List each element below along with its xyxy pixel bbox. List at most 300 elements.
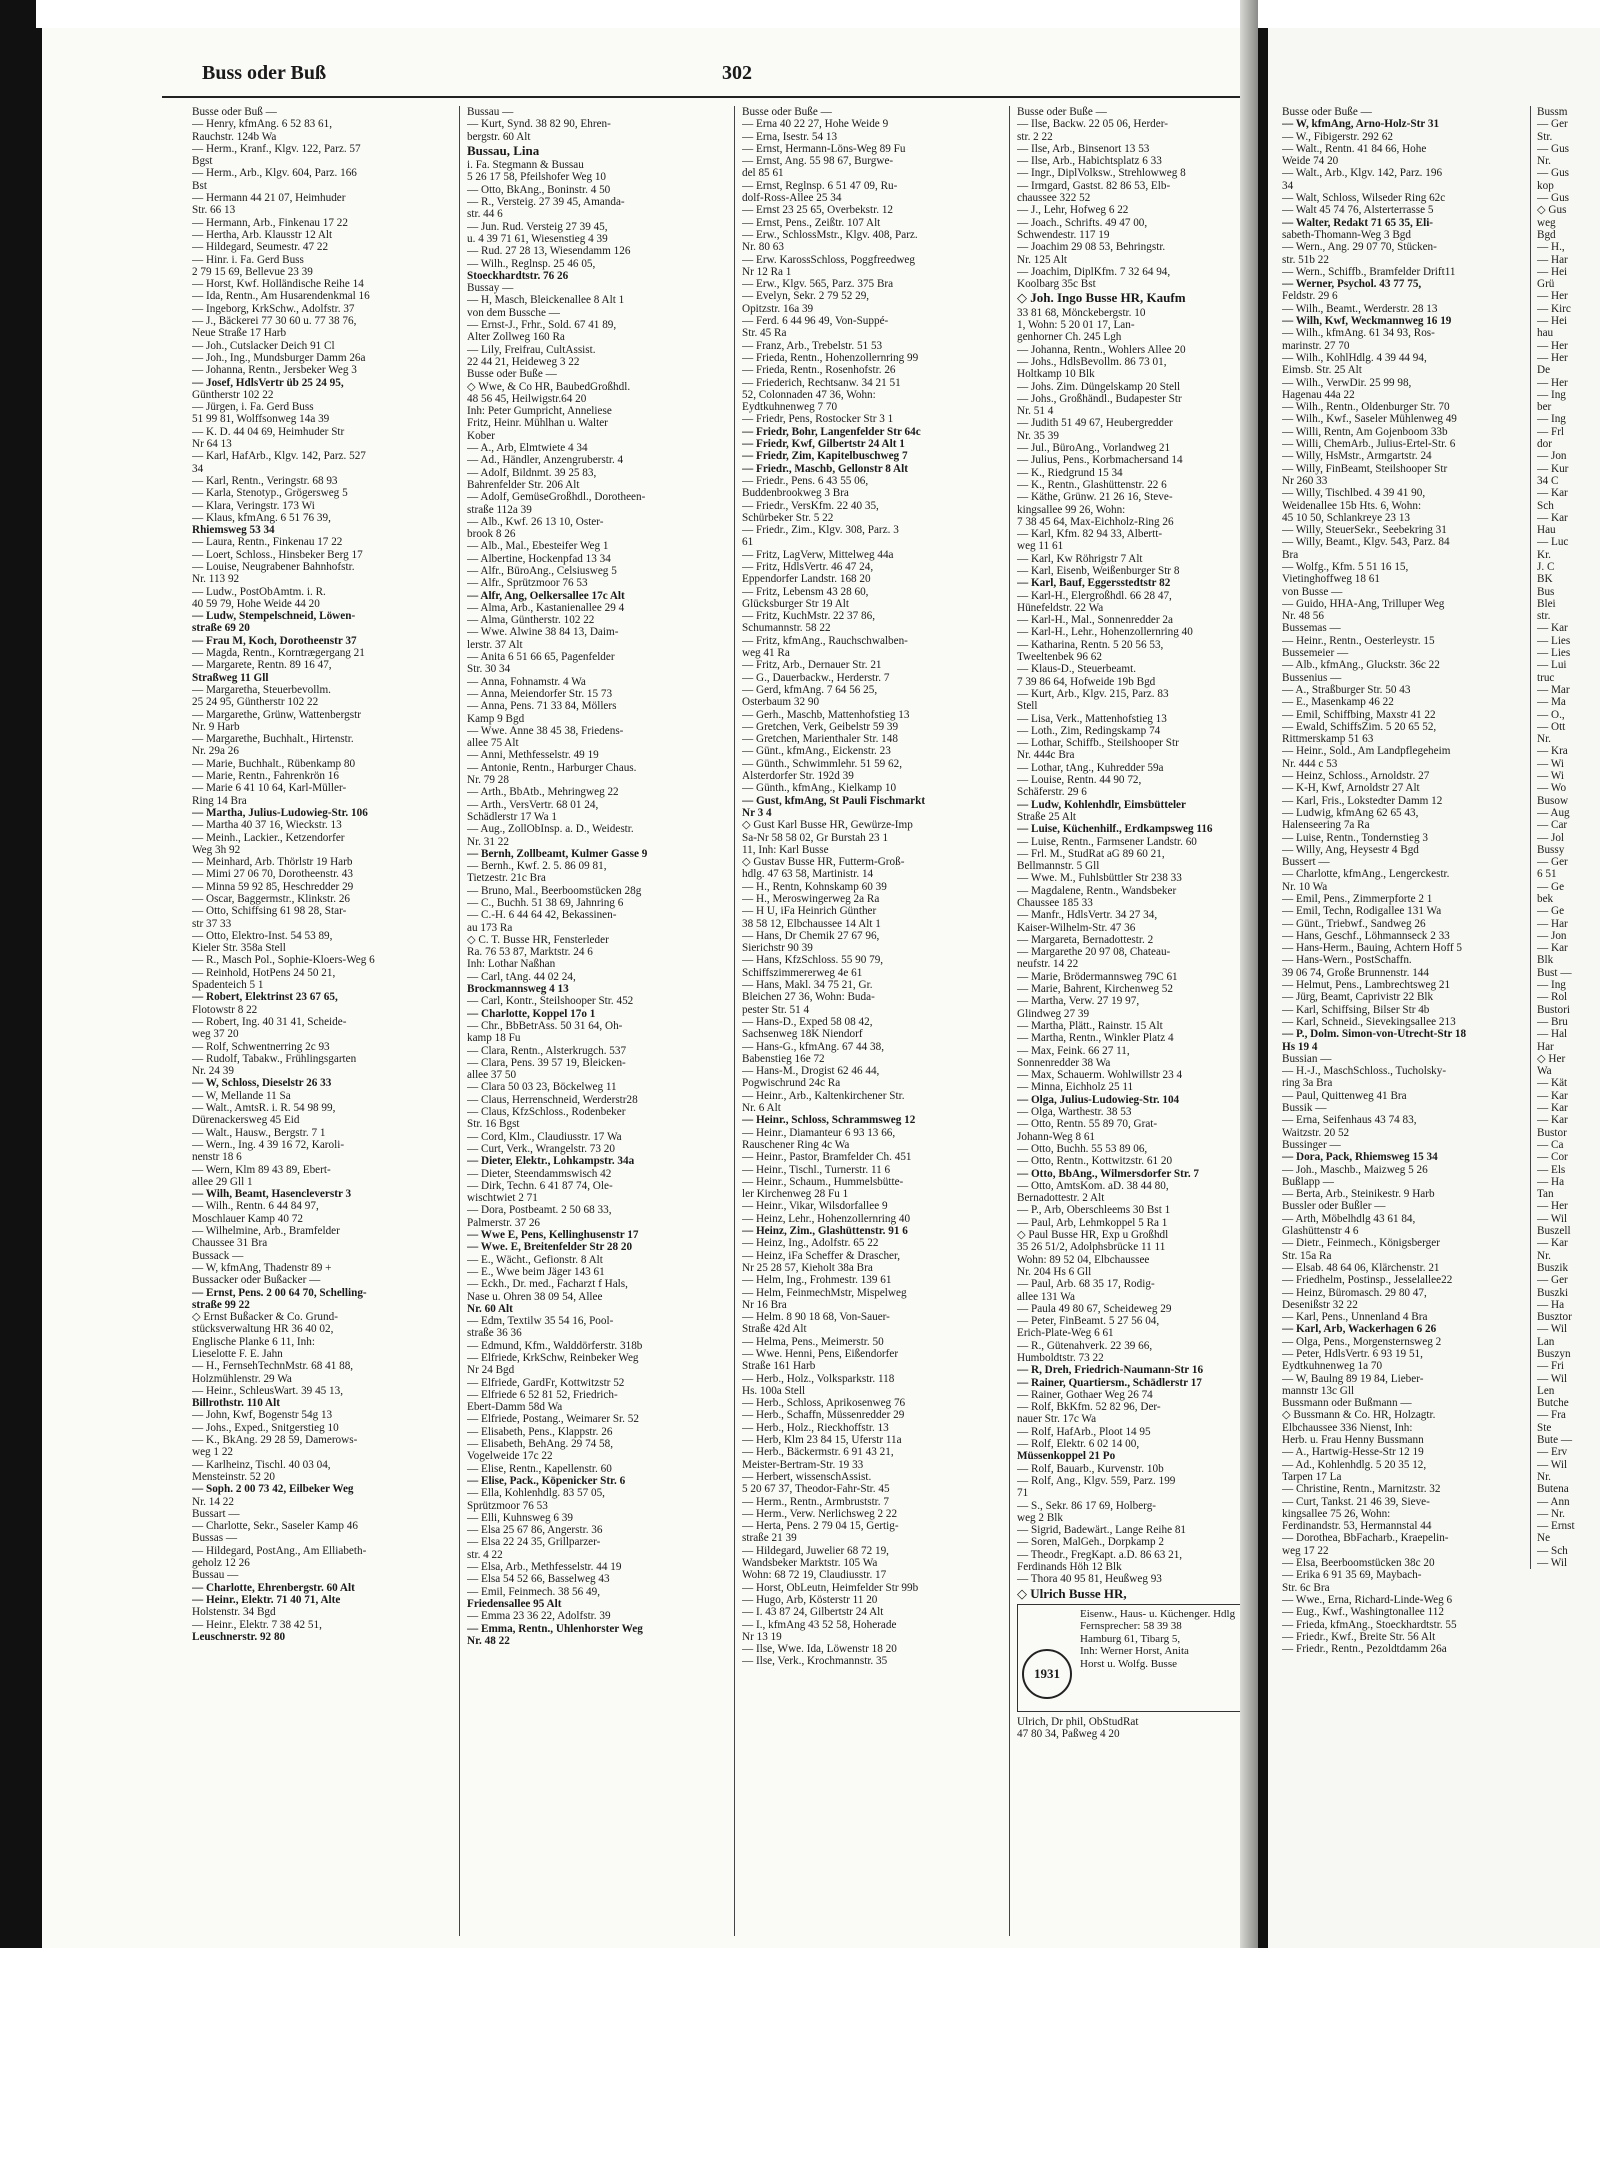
- directory-entry: Rittmerskamp 51 63: [1282, 733, 1374, 746]
- directory-entry: — Elsab. 48 64 06, Klärchenstr. 21: [1282, 1261, 1440, 1274]
- directory-entry: — Frau M, Koch, Dorotheenstr 37: [192, 634, 357, 647]
- directory-entry: — Joh., Cutslacker Deich 91 Cl: [192, 339, 335, 352]
- directory-entry: — Bruno, Mal., Beerboomstücken 28g: [467, 884, 642, 897]
- directory-entry: — Ella, Kohlenhdlg. 83 57 05,: [467, 1487, 605, 1500]
- directory-entry: Bleichen 27 36, Wohn: Buda-: [742, 991, 875, 1004]
- directory-entry: — K., Rentn., Glashüttenstr. 22 6: [1017, 478, 1167, 491]
- directory-entry: — Johs., Exped., Snitgerstieg 10: [192, 1421, 339, 1434]
- directory-entry: Busztor: [1537, 1311, 1572, 1324]
- directory-entry: — Kar: [1537, 487, 1568, 500]
- directory-entry: — Herb., Bäckermstr. 6 91 43 21,: [742, 1446, 894, 1459]
- directory-entry: ring 3a Bra: [1282, 1077, 1333, 1090]
- directory-entry: — Friedr, Zim, Kapitelbuschweg 7: [742, 450, 908, 463]
- directory-entry: — Otto, AmtsKom. aD. 38 44 80,: [1017, 1179, 1169, 1192]
- directory-entry: — Ludw, Kohlenhdlr, Eimsbütteler: [1017, 798, 1186, 811]
- directory-entry: ◇ Paul Busse HR, Exp u Großhdl: [1017, 1229, 1169, 1242]
- directory-entry: — Johanna, Rentn., Jersbeker Weg 3: [192, 364, 357, 377]
- directory-entry: ◇ Gus: [1537, 204, 1567, 217]
- directory-entry: — Kät: [1537, 1077, 1568, 1090]
- directory-entry: — Fritz, kfmAng., Rauchschwalben-: [742, 634, 908, 647]
- directory-entry: geholz 12 26: [192, 1557, 250, 1570]
- directory-entry: — Hugo, Arb, Kösterstr 11 20: [742, 1593, 878, 1606]
- directory-entry: — Minna, Eichholz 25 11: [1017, 1081, 1134, 1094]
- directory-entry: — Ma: [1537, 696, 1566, 709]
- directory-entry: — Karlheinz, Tischl. 40 03 04,: [192, 1458, 331, 1471]
- directory-heading: Bussau, Lina: [467, 144, 540, 158]
- directory-entry: — Klaus-D., Steuerbeamt.: [1017, 663, 1136, 676]
- directory-entry: — Johs., Großhändl., Budapester Str: [1017, 392, 1182, 405]
- directory-entry: — Ilse, Backw. 22 05 06, Herder-: [1017, 118, 1168, 131]
- directory-entry: — Heinz, Lehr., Hohenzollernring 40: [742, 1212, 911, 1225]
- directory-entry: — Cord, Klm., Claudiusstr. 17 Wa: [467, 1130, 622, 1143]
- directory-entry: — Karl, Schneid., Sievekingsallee 213: [1282, 1015, 1456, 1028]
- directory-entry: allee 75 Alt: [467, 737, 519, 750]
- directory-entry: — Rainer, Quartiersm., Schädlerstr 17: [1017, 1376, 1202, 1389]
- directory-entry: — R., Versteig. 27 39 45, Amanda-: [467, 196, 625, 209]
- directory-entry: Nr 25 28 57, Kieholt 38a Bra: [742, 1261, 873, 1274]
- directory-entry: — Meinh., Lackier., Ketzendorfer: [192, 831, 345, 844]
- directory-entry: Nr. 444 c 53: [1282, 757, 1338, 770]
- directory-entry: — Soren, MalGeh., Dorpkamp 2: [1017, 1536, 1164, 1549]
- directory-entry: — Wil: [1537, 1458, 1568, 1471]
- directory-entry: — Joach., Schrifts. 49 47 00,: [1017, 216, 1148, 229]
- directory-entry: — Helm, FeinmechMstr, Mispelweg: [742, 1286, 907, 1299]
- directory-entry: — Karl, Bauf, Eggersstedtstr 82: [1017, 577, 1171, 590]
- directory-entry: — Ilse, Arb., Binsenort 13 53: [1017, 142, 1150, 155]
- directory-entry: straße 36 36: [467, 1327, 522, 1340]
- directory-entry: — Willy, Ang, Heysestr 4 Bgd: [1282, 843, 1419, 856]
- directory-entry: Schiffszimmererweg 4e 61: [742, 966, 863, 979]
- directory-entry: — Otto, Buchh. 55 53 89 06,: [1017, 1142, 1148, 1155]
- directory-entry: — Adolf, Bildnmt. 39 25 83,: [467, 466, 597, 479]
- directory-entry: Neue Straße 17 Harb: [192, 327, 287, 340]
- directory-entry: Wohn: 68 72 19, Claudiusstr. 17: [742, 1569, 887, 1582]
- directory-entry: — Ernst-J., Frhr., Sold. 67 41 89,: [467, 319, 617, 332]
- directory-entry: — W, kfmAng, Arno-Holz-Str 31: [1282, 118, 1440, 131]
- directory-heading: ◇ Joh. Ingo Busse HR, Kaufm: [1017, 292, 1186, 305]
- directory-entry: — Karl, Kfm. 82 94 33, Albertt-: [1017, 528, 1163, 541]
- directory-entry: Straße 42d Alt: [742, 1323, 807, 1336]
- directory-entry: Ferdinandstr. 53, Hermannstal 44: [1282, 1520, 1432, 1533]
- directory-entry: — Carl, tAng. 44 02 24,: [467, 970, 576, 983]
- directory-entry: — Gretchen, Marienthaler Str. 148: [742, 733, 898, 746]
- directory-entry: — Ger: [1537, 118, 1568, 131]
- directory-entry: — Walt, Schloss, Wilseder Ring 62c: [1282, 192, 1446, 205]
- directory-entry: — Friedr., Kwf., Breite Str. 56 Alt: [1282, 1630, 1436, 1643]
- directory-entry: — Laura, Rentn., Finkenau 17 22: [192, 536, 343, 549]
- directory-entry: Glindweg 27 39: [1017, 1007, 1090, 1020]
- directory-entry: — Her: [1537, 1200, 1568, 1213]
- directory-entry: — Her: [1537, 351, 1568, 364]
- directory-entry: — Elli, Kuhnsweg 6 39: [467, 1511, 573, 1524]
- directory-entry: De: [1537, 364, 1551, 377]
- directory-entry: Nr. 6 Alt: [742, 1102, 781, 1115]
- directory-entry: — Alma, Arb., Kastanienallee 29 4: [467, 601, 625, 614]
- directory-entry: 22 44 21, Heideweg 3 22: [467, 355, 580, 368]
- directory-entry: — Wi: [1537, 757, 1565, 770]
- directory-entry: — Herta, Pens. 2 79 04 15, Gertig-: [742, 1520, 899, 1533]
- directory-entry: — Ge: [1537, 880, 1565, 893]
- directory-entry: Palmerstr. 37 26: [467, 1216, 541, 1229]
- directory-entry: — Her: [1537, 290, 1568, 303]
- directory-entry: — Margarethe 20 97 08, Chateau-: [1017, 946, 1171, 959]
- directory-entry: — Käthe, Grünw. 21 26 16, Steve-: [1017, 491, 1173, 504]
- directory-entry: — Ilse, Verk., Krochmannstr. 35: [742, 1655, 888, 1668]
- directory-entry: 33 81 68, Mönckebergstr. 10: [1017, 306, 1146, 319]
- directory-entry: — Karl, Rentn., Veringstr. 68 93: [192, 474, 338, 487]
- directory-entry: — Alfr, Ang, Oelkersallee 17c Alt: [467, 589, 625, 602]
- directory-entry: — Curt, Tankst. 21 46 39, Sieve-: [1282, 1495, 1430, 1508]
- directory-entry: — Dora, Postbeamt. 2 50 68 33,: [467, 1204, 612, 1217]
- directory-entry: 1, Wohn: 5 20 01 17, Lan-: [1017, 319, 1135, 332]
- directory-entry: J. C: [1537, 560, 1555, 573]
- directory-entry: — Karla, Stenotyp., Grögersweg 5: [192, 487, 348, 500]
- column-2: [467, 106, 733, 1936]
- directory-entry: 38 58 12, Elbchaussee 14 Alt 1: [742, 917, 881, 930]
- directory-entry: — C., Buchh. 51 38 69, Jahnring 6: [467, 897, 624, 909]
- directory-entry: — Martha, Rentn., Winkler Platz 4: [1017, 1032, 1174, 1045]
- directory-entry: Nr. 31 22: [467, 835, 509, 848]
- directory-entry: — Günth., kfmAng., Kielkamp 10: [742, 782, 897, 795]
- directory-entry: — Karl, Arb, Wackerhagen 6 26: [1282, 1323, 1437, 1336]
- directory-entry: str. 44 6: [467, 208, 503, 221]
- directory-entry: — Fra: [1537, 1409, 1566, 1422]
- directory-entry: weg 2 Blk: [1017, 1511, 1063, 1524]
- directory-entry: — Ernst, Ang. 55 98 67, Burgwe-: [742, 155, 894, 168]
- directory-entry: pester Str. 51 4: [742, 1003, 810, 1016]
- directory-entry: — Elsa 22 24 35, Grillparzer-: [467, 1536, 601, 1549]
- directory-entry: — Elisabeth, BehAng. 29 74 58,: [467, 1438, 614, 1451]
- directory-entry: Hs. 100a Stell: [742, 1384, 806, 1397]
- directory-entry: — Willi, ChemArb., Julius-Ertel-Str. 6: [1282, 438, 1456, 451]
- directory-entry: — Jun. Rud. Versteig 27 39 45,: [467, 220, 608, 233]
- directory-entry: — Franz, Arb., Trebelstr. 51 53: [742, 339, 883, 352]
- directory-entry: — Lothar, tAng., Kuhredder 59a: [1017, 761, 1164, 774]
- directory-entry: — Rainer, Gothaer Weg 26 74: [1017, 1388, 1153, 1401]
- directory-entry: Vietinghoffweg 18 61: [1282, 573, 1380, 586]
- directory-entry: dor: [1537, 438, 1552, 451]
- directory-entry: — Ingeborg, KrkSchw., Adolfstr. 37: [192, 302, 355, 315]
- page-number: 302: [722, 62, 752, 84]
- directory-entry: — Mimi 27 06 70, Dorotheenstr. 43: [192, 868, 353, 881]
- directory-entry: — Friedhelm, Postinsp., Jesselallee22: [1282, 1274, 1453, 1287]
- directory-entry: Nr. 24 39: [192, 1065, 234, 1078]
- directory-entry: — Jon: [1537, 929, 1567, 942]
- directory-entry: Elbchaussee 336 Nienst, Inh:: [1282, 1421, 1413, 1434]
- directory-entry: Spadenteich 5 1: [192, 979, 264, 992]
- directory-entry: Rauschener Ring 4c Wa: [742, 1138, 850, 1151]
- directory-entry: — P., Dolm. Simon-von-Utrecht-Str 18: [1282, 1028, 1467, 1041]
- directory-entry: — H., Rentn, Kohnskamp 60 39: [742, 880, 887, 893]
- directory-entry: — Albertine, Hockenpfad 13 34: [467, 552, 611, 565]
- directory-entry: — Kar: [1537, 942, 1568, 955]
- ad-line: Horst u. Wolfg. Busse: [1080, 1657, 1177, 1670]
- directory-entry: 34 C: [1537, 474, 1559, 487]
- directory-entry: nauer Str. 17c Wa: [1017, 1413, 1097, 1426]
- directory-entry: — Elise, Rentn., Kapellenstr. 60: [467, 1462, 612, 1475]
- directory-entry: Glashüttenstr 4 6: [1282, 1225, 1359, 1238]
- directory-entry: — Emil, Feinmech. 38 56 49,: [467, 1585, 600, 1598]
- directory-entry: Str. 66 13: [192, 204, 236, 217]
- directory-entry: mannstr 13c Gll: [1282, 1384, 1355, 1397]
- directory-entry: Nr.: [1537, 733, 1551, 746]
- directory-entry: — J., Lehr, Hofweg 6 22: [1017, 204, 1129, 217]
- directory-entry: Hagenau 44a 22: [1282, 388, 1355, 401]
- directory-entry: 35 26 51/2, Adolphsbrücke 11 11: [1017, 1241, 1166, 1254]
- directory-entry: Wohn: 89 52 04, Elbchaussee: [1017, 1253, 1150, 1266]
- directory-entry: — Elfriede, KrkSchw, Reinbeker Weg: [467, 1351, 639, 1364]
- directory-entry: Weidenallee 15b Hts. 6, Wohn:: [1282, 499, 1422, 512]
- directory-entry: — Heinz, iFa Scheffer & Drascher,: [742, 1249, 901, 1262]
- directory-entry: Ulrich, Dr phil, ObStudRat: [1017, 1715, 1139, 1728]
- directory-entry: — Hermann, Arb., Finkenau 17 22: [192, 216, 348, 229]
- directory-entry: — Frieda, Rentn., Hohenzollernring 99: [742, 351, 919, 364]
- directory-entry: — Fritz, KuchMstr. 22 37 86,: [742, 610, 876, 623]
- directory-entry: — Hans, Makl. 34 75 21, Gr.: [742, 979, 873, 992]
- directory-entry: — Ing: [1537, 388, 1566, 401]
- directory-entry: — Martha, Plätt., Rainstr. 15 Alt: [1017, 1019, 1163, 1032]
- directory-entry: — Heinr., Rentn., Oesterleystr. 15: [1282, 634, 1435, 647]
- directory-entry: Nr. 125 Alt: [1017, 253, 1068, 266]
- directory-entry: — Alb., Kwf. 26 13 10, Oster-: [467, 515, 604, 528]
- directory-entry: Bussian —: [1282, 1052, 1332, 1065]
- directory-entry: Stell: [1017, 700, 1038, 713]
- directory-entry: — Alfr., Sprützmoor 76 53: [467, 577, 588, 590]
- directory-entry: Lan: [1537, 1335, 1555, 1348]
- directory-entry: Bussau —: [467, 106, 514, 118]
- directory-entry: — Friedr, Pens, Rostocker Str 3 1: [742, 413, 894, 426]
- directory-entry: — Heinz, Büromasch. 29 80 47,: [1282, 1286, 1427, 1299]
- directory-entry: Nr. 48 56: [1282, 610, 1324, 623]
- directory-entry: Nr 3 4: [742, 806, 772, 819]
- directory-entry: — Günt., kfmAng., Eickenstr. 23: [742, 745, 891, 758]
- directory-entry: Müssenkoppel 21 Po: [1017, 1450, 1116, 1463]
- directory-entry: 40 59 79, Hohe Weide 44 20: [192, 597, 320, 610]
- directory-entry: — Erna 40 22 27, Hohe Weide 9: [742, 118, 889, 131]
- directory-entry: — Mar: [1537, 683, 1570, 696]
- directory-entry: Sa-Nr 58 58 02, Gr Burstah 23 1: [742, 831, 889, 844]
- directory-entry: — Kar: [1537, 1114, 1568, 1127]
- directory-entry: — Horst, Kwf. Holländische Reihe 14: [192, 278, 364, 291]
- directory-entry: — Hinr. i. Fa. Gerd Buss: [192, 253, 304, 266]
- directory-entry: — Elfriede, Postang., Weimarer Sr. 52: [467, 1413, 639, 1426]
- directory-entry: — Frl. M., StudRat aG 89 60 21,: [1017, 847, 1165, 860]
- directory-entry: truc: [1537, 671, 1555, 684]
- directory-entry: — K., BkAng. 29 28 59, Damerows-: [192, 1434, 358, 1447]
- directory-entry: — Herm., Rentn., Armbruststr. 7: [742, 1495, 889, 1508]
- directory-entry: Kieler Str. 358a Stell: [192, 942, 286, 955]
- directory-entry: — Christine, Rentn., Marnitzstr. 32: [1282, 1483, 1441, 1496]
- directory-entry: — Nr.: [1537, 1507, 1565, 1520]
- directory-entry: — Wilh., VerwDir. 25 99 98,: [1282, 376, 1412, 389]
- directory-entry: Tarpen 17 La: [1282, 1470, 1342, 1483]
- directory-entry: — Kur: [1537, 462, 1569, 475]
- directory-entry: — Elisabeth, Pens., Klappstr. 26: [467, 1425, 613, 1438]
- directory-entry: — Wolfg., Kfm. 5 51 16 15,: [1282, 560, 1409, 573]
- directory-entry: — Friedr., Rentn., Pezoldtdamm 26a: [1282, 1643, 1447, 1656]
- directory-entry: — Gerh., Maschb, Mattenhofstieg 13: [742, 708, 910, 721]
- directory-entry: Bussas —: [192, 1532, 238, 1545]
- directory-entry: — Joh., Maschb., Maizweg 5 26: [1282, 1163, 1428, 1176]
- directory-entry: — Rolf, Bauarb., Kurvenstr. 10b: [1017, 1462, 1164, 1475]
- directory-entry: — Reinhold, HotPens 24 50 21,: [192, 966, 336, 979]
- directory-entry: — Erika 6 91 35 69, Maybach-: [1282, 1569, 1422, 1582]
- directory-entry: — Helmut, Pens., Lambrechtsweg 21: [1282, 979, 1451, 992]
- directory-entry: Hs 19 4: [1282, 1040, 1318, 1053]
- directory-entry: Englische Planke 6 11, Inh:: [192, 1335, 315, 1348]
- directory-entry: — Gus: [1537, 167, 1570, 180]
- directory-entry: — Magda, Rentn., Korntrægergang 21: [192, 647, 365, 660]
- directory-entry: 7 39 86 64, Hofweide 19b Bgd: [1017, 675, 1156, 688]
- directory-entry: — Ger: [1537, 856, 1568, 869]
- directory-entry: — Emma, Rentn., Uhlenhorster Weg: [467, 1622, 643, 1635]
- directory-entry: — Wilh., Reglnsp. 25 46 05,: [467, 257, 596, 270]
- directory-entry: — Alb., kfmAng., Gluckstr. 36c 22: [1282, 659, 1440, 672]
- directory-entry: — Hans-G., kfmAng. 67 44 38,: [742, 1040, 885, 1053]
- directory-entry: — Charlotte, kfmAng., Lengerckestr.: [1282, 868, 1450, 881]
- directory-entry: — Rol: [1537, 991, 1568, 1004]
- directory-entry: Nr. 14 22: [192, 1495, 234, 1508]
- directory-entry: — Martha 40 37 16, Wieckstr. 13: [192, 819, 342, 832]
- directory-entry: — Katharina, Rentn. 5 20 56 53,: [1017, 638, 1164, 651]
- directory-entry: von Busse —: [1282, 585, 1343, 598]
- directory-entry: — Marie 6 41 10 64, Karl-Müller-: [192, 782, 347, 795]
- directory-entry: — A., Hartwig-Hesse-Str 12 19: [1282, 1446, 1424, 1459]
- directory-entry: Nr. 444c Bra: [1017, 749, 1075, 762]
- directory-entry: — Kar: [1537, 1102, 1568, 1115]
- directory-entry: — Ludwig, kfmAng 62 65 43,: [1282, 806, 1419, 819]
- directory-entry: — Emil, Schiffbing, Maxstr 41 22: [1282, 708, 1436, 721]
- directory-entry: — S., Sekr. 86 17 69, Holberg-: [1017, 1499, 1157, 1512]
- directory-entry: — Julius, Pens., Korbmachersand 14: [1017, 454, 1183, 467]
- directory-entry: Billrothstr. 110 Alt: [192, 1397, 280, 1410]
- directory-entry: — Max, Schauerm. Wohlwillstr 23 4: [1017, 1069, 1183, 1082]
- directory-entry: — Wilh, Kwf, Weckmannweg 16 19: [1282, 315, 1452, 328]
- directory-entry: Ste: [1537, 1421, 1552, 1434]
- directory-entry: — Jürg, Beamt, Caprivistr 22 Blk: [1282, 991, 1434, 1004]
- directory-entry: Nr.: [1537, 155, 1551, 168]
- directory-entry: ◇ C. T. Busse HR, Fensterleder: [467, 933, 609, 946]
- directory-entry: — J., Bäckerei 77 30 60 u. 77 38 76,: [192, 315, 357, 328]
- directory-entry: — Rolf, Schwentnerring 2c 93: [192, 1040, 330, 1053]
- directory-entry: 11, Inh: Karl Busse: [742, 843, 829, 856]
- directory-entry: — Hildegard, Juwelier 68 72 19,: [742, 1544, 889, 1557]
- directory-entry: — Heinr., Elektr. 7 38 42 51,: [192, 1618, 322, 1631]
- directory-entry: — Fritz, Arb., Dernauer Str. 21: [742, 659, 882, 672]
- directory-entry: — Erw., SchlossMstr., Klgv. 408, Parz.: [742, 228, 918, 241]
- directory-entry: — Otto, BbAng., Wilmersdorfer Str. 7: [1017, 1167, 1200, 1180]
- directory-entry: — Har: [1537, 253, 1568, 266]
- running-head: [162, 48, 1272, 98]
- directory-entry: Hünefeldstr. 22 Wa: [1017, 601, 1104, 614]
- directory-entry: str. 51b 22: [1282, 253, 1329, 266]
- directory-entry: Bussenius —: [1282, 671, 1342, 684]
- directory-entry: Butena: [1537, 1483, 1569, 1496]
- directory-entry: 7 38 45 64, Max-Eichholz-Ring 26: [1017, 515, 1174, 528]
- directory-entry: — Judith 51 49 67, Heubergredder: [1017, 417, 1173, 430]
- directory-entry: — Helm, Ing., Frohmestr. 139 61: [742, 1274, 892, 1287]
- directory-entry: Nr.: [1537, 1470, 1551, 1483]
- directory-entry: — Karl, HafArb., Klgv. 142, Parz. 527: [192, 450, 366, 463]
- directory-entry: — Arth., BbAtb., Mehringweg 22: [467, 786, 619, 799]
- directory-entry: — E., Wächt., Gefionstr. 8 Alt: [467, 1253, 603, 1266]
- directory-entry: u. 4 39 71 61, Wiesenstieg 4 39: [467, 232, 608, 245]
- directory-entry: — Lisa, Verk., Mattenhofstieg 13: [1017, 712, 1167, 725]
- directory-entry: — Luise, Rentn., Tondernstieg 3: [1282, 831, 1428, 844]
- directory-entry: Bussemeier —: [1282, 647, 1349, 660]
- directory-entry: brook 8 26: [467, 528, 516, 541]
- directory-entry: — Hermann 44 21 07, Heimhuder: [192, 192, 346, 205]
- directory-entry: — Heinr., Elektr. 71 40 71, Alte: [192, 1593, 341, 1606]
- directory-entry: Bussy: [1537, 843, 1565, 856]
- directory-entry: 25 24 95, Güntherstr 102 22: [192, 696, 319, 709]
- directory-entry: 47 80 34, Paßweg 4 20: [1017, 1728, 1120, 1741]
- directory-entry: — Friederich, Rechtsanw. 34 21 51: [742, 376, 901, 389]
- directory-entry: — Louise, Neugrabener Bahnhofstr.: [192, 560, 355, 573]
- directory-entry: — Kar: [1537, 1089, 1568, 1102]
- directory-entry: Mensteinstr. 52 20: [192, 1470, 275, 1483]
- directory-entry: Busse oder Buß —: [192, 106, 277, 118]
- directory-entry: — Wern., Schiffb., Bramfelder Drift11: [1282, 265, 1456, 278]
- directory-entry: Friedensallee 95 Alt: [467, 1597, 562, 1610]
- page-spine: [1240, 0, 1258, 1950]
- directory-entry: — Soph. 2 00 73 42, Eilbeker Weg: [192, 1483, 354, 1496]
- directory-entry: Butche: [1537, 1397, 1569, 1410]
- directory-entry: Meister-Bertram-Str. 19 33: [742, 1458, 864, 1471]
- directory-entry: — Rolf, BkKfm. 52 82 96, Der-: [1017, 1401, 1161, 1414]
- directory-entry: — Günt., Triebwf., Sandweg 26: [1282, 917, 1426, 930]
- directory-entry: — Loth., Zim, Redingskamp 74: [1017, 724, 1161, 737]
- directory-entry: — Hertha, Arb. Klausstr 12 Alt: [192, 228, 333, 241]
- directory-entry: — Edmund, Kfm., Walddörferstr. 318b: [467, 1339, 643, 1352]
- directory-entry: — Heinz, Ing., Adolfstr. 65 22: [742, 1237, 879, 1250]
- directory-entry: — Elfriede, GardFr, Kottwitzstr 52: [467, 1376, 625, 1389]
- directory-entry: — Lothar, Schiffb., Steilshooper Str: [1017, 737, 1179, 750]
- directory-entry: — Ingr., DiplVolksw., Strehlowweg 8: [1017, 167, 1186, 180]
- directory-entry: — R., Masch Pol., Sophie-Kloers-Weg 6: [192, 954, 375, 967]
- directory-entry: — W, kfmAng, Thadenstr 89 +: [192, 1261, 332, 1274]
- directory-entry: — Günth., Schwimmlehr. 51 59 62,: [742, 757, 903, 770]
- directory-entry: — Ewald, SchiffsZim. 5 20 65 52,: [1282, 720, 1437, 733]
- directory-entry: — Ha: [1537, 1175, 1565, 1188]
- directory-entry: lerstr. 37 Alt: [467, 638, 523, 651]
- directory-entry: hdlg. 47 63 58, Martinistr. 14: [742, 868, 874, 881]
- directory-entry: Nr. 35 39: [1017, 429, 1059, 442]
- directory-entry: — Meinhard, Arb. Thörlstr 19 Harb: [192, 856, 353, 869]
- directory-entry: — Heinz, Schloss., Arnoldstr. 27: [1282, 770, 1430, 783]
- directory-entry: — Ernst, Reglnsp. 6 51 47 09, Ru-: [742, 179, 898, 192]
- directory-entry: ◇ Wwe, & Co HR, BaubedGroßhdl.: [467, 380, 631, 393]
- directory-entry: — Paula 49 80 67, Scheideweg 29: [1017, 1302, 1172, 1315]
- directory-entry: — P., Arb, Oberschleems 30 Bst 1: [1017, 1204, 1171, 1217]
- directory-entry: — Hans-Herm., Bauing, Achtern Hoff 5: [1282, 942, 1462, 955]
- directory-entry: — Erna, Seifenhaus 43 74 83,: [1282, 1114, 1417, 1127]
- directory-entry: — Margarethe, Buchhalt., Hirtenstr.: [192, 733, 354, 746]
- directory-entry: — Helma, Pens., Meimerstr. 50: [742, 1335, 884, 1348]
- directory-entry: — Lies: [1537, 634, 1571, 647]
- directory-entry: — Ida, Rentn., Am Husarendenkmal 16: [192, 290, 370, 303]
- directory-entry: Bust —: [1537, 966, 1572, 979]
- directory-entry: — Els: [1537, 1163, 1566, 1176]
- directory-entry: — Ann: [1537, 1495, 1570, 1508]
- directory-entry: — Dirk, Techn. 6 41 87 74, Ole-: [467, 1179, 613, 1192]
- directory-entry: — Frieda, kfmAng., Stoeckhardtstr. 55: [1282, 1618, 1457, 1631]
- directory-entry: — Margarete, Rentn. 89 16 47,: [192, 659, 332, 672]
- directory-entry: — Otto, Rentn., Kottwitzstr. 61 20: [1017, 1155, 1173, 1168]
- directory-entry: — Ilse, Wwe. Ida, Löwenstr 18 20: [742, 1643, 897, 1656]
- directory-entry: — Ca: [1537, 1138, 1564, 1151]
- directory-entry: — A., Arb, Elmtwiete 4 34: [467, 442, 588, 455]
